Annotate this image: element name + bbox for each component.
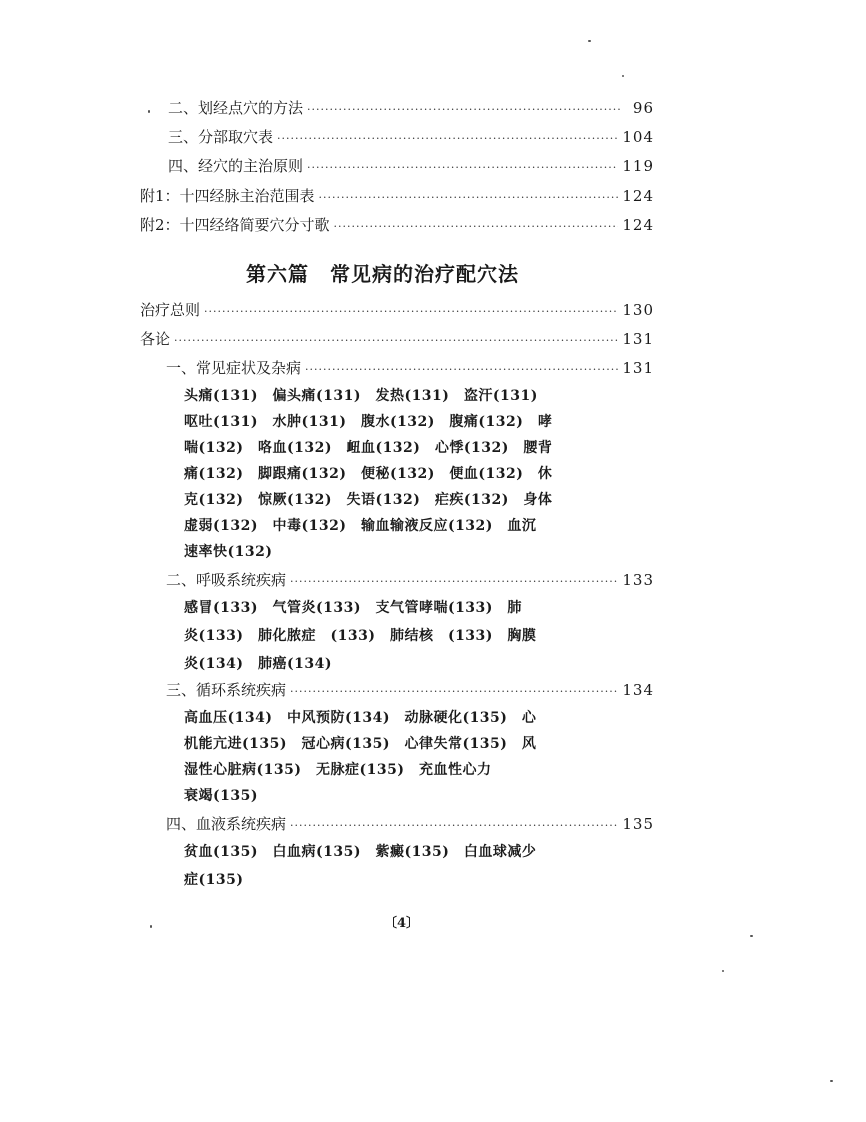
toc-entry-page: 96 xyxy=(632,99,654,117)
toc-entry xyxy=(166,570,654,592)
toc-leader-dots xyxy=(290,572,618,592)
sub-item-line: 湿性心脏病(135) 无脉症(135) 充血性心力 xyxy=(184,762,492,778)
toc-leader-dots xyxy=(290,816,618,836)
toc-entry-title: 附1：十四经脉主治范围表 xyxy=(140,187,315,205)
scan-speck xyxy=(148,110,150,113)
toc-entry-page: 134 xyxy=(622,681,654,699)
toc-entry-page: 124 xyxy=(622,216,654,234)
scan-speck xyxy=(722,970,724,972)
toc-entry xyxy=(166,358,654,380)
toc-entry xyxy=(166,680,654,702)
toc-leader-dots xyxy=(174,331,618,351)
toc-entry xyxy=(168,127,654,149)
sub-item-line: 头痛(131) 偏头痛(131) 发热(131) 盗汗(131) xyxy=(184,388,538,404)
sub-item-line: 机能亢进(135) 冠心病(135) 心律失常(135) 风 xyxy=(184,736,537,752)
scan-speck xyxy=(588,40,591,42)
toc-leader-dots xyxy=(334,217,619,237)
toc-entry-title: 二、呼吸系统疾病 xyxy=(166,571,287,589)
sub-item-line: 速率快(132) xyxy=(184,544,273,560)
scan-speck xyxy=(622,75,624,77)
toc-leader-dots xyxy=(307,100,622,120)
toc-entry-title: 二、划经点穴的方法 xyxy=(168,99,304,117)
scan-speck xyxy=(750,935,753,937)
sub-item-line: 炎(133) 肺化脓症 (133) 肺结核 (133) 胸膜 xyxy=(184,628,537,644)
sub-item-line: 贫血(135) 白血病(135) 紫癜(135) 白血球减少 xyxy=(184,844,537,860)
toc-entry-title: 四、经穴的主治原则 xyxy=(168,157,304,175)
toc-entry-page: 124 xyxy=(622,187,654,205)
page-number: 〔4〕 xyxy=(384,916,420,931)
sub-item-line: 痛(132) 脚跟痛(132) 便秘(132) 便血(132) 休 xyxy=(184,466,553,482)
toc-leader-dots xyxy=(319,188,619,208)
sub-item-line: 虚弱(132) 中毒(132) 输血输液反应(132) 血沉 xyxy=(184,518,537,534)
toc-entry xyxy=(140,215,654,237)
toc-entry xyxy=(166,814,654,836)
toc-leader-dots xyxy=(307,158,618,178)
sub-item-line: 衰竭(135) xyxy=(184,788,258,804)
toc-entry-title: 一、常见症状及杂病 xyxy=(166,359,302,377)
toc-leader-dots xyxy=(204,302,618,322)
toc-entry-title: 各论 xyxy=(140,330,171,348)
scan-speck xyxy=(150,925,152,928)
toc-entry-title: 三、分部取穴表 xyxy=(168,128,274,146)
toc-entry xyxy=(168,98,654,120)
toc-entry-page: 131 xyxy=(622,359,654,377)
sub-item-line: 喘(132) 咯血(132) 衄血(132) 心悸(132) 腰背 xyxy=(184,440,553,456)
toc-entry-page: 130 xyxy=(622,301,654,319)
toc-entry-title: 四、血液系统疾病 xyxy=(166,815,287,833)
toc-entry xyxy=(140,186,654,208)
sub-item-line: 症(135) xyxy=(184,872,244,888)
toc-entry xyxy=(140,300,654,322)
toc-entry-title: 三、循环系统疾病 xyxy=(166,681,287,699)
toc-entry xyxy=(140,329,654,351)
toc-entry-page: 131 xyxy=(622,330,654,348)
sub-item-line: 呕吐(131) 水肿(131) 腹水(132) 腹痛(132) 哮 xyxy=(184,414,553,430)
toc-entry-page: 104 xyxy=(622,128,654,146)
toc-entry-page: 119 xyxy=(622,157,654,175)
section-heading: 第六篇 常见病的治疗配穴法 xyxy=(246,262,519,286)
toc-entry-title: 附2：十四经络简要穴分寸歌 xyxy=(140,216,330,234)
sub-item-line: 高血压(134) 中风预防(134) 动脉硬化(135) 心 xyxy=(184,710,537,726)
scan-speck xyxy=(830,1080,833,1082)
toc-entry-title: 治疗总则 xyxy=(140,301,201,319)
toc-entry xyxy=(168,156,654,178)
sub-item-line: 炎(134) 肺癌(134) xyxy=(184,656,332,672)
toc-entry-page: 133 xyxy=(622,571,654,589)
sub-item-line: 感冒(133) 气管炎(133) 支气管哮喘(133) 肺 xyxy=(184,600,522,616)
toc-leader-dots xyxy=(290,682,618,702)
sub-item-line: 克(132) 惊厥(132) 失语(132) 疟疾(132) 身体 xyxy=(184,492,553,508)
toc-leader-dots xyxy=(277,129,618,149)
toc-entry-page: 135 xyxy=(622,815,654,833)
toc-leader-dots xyxy=(305,360,618,380)
